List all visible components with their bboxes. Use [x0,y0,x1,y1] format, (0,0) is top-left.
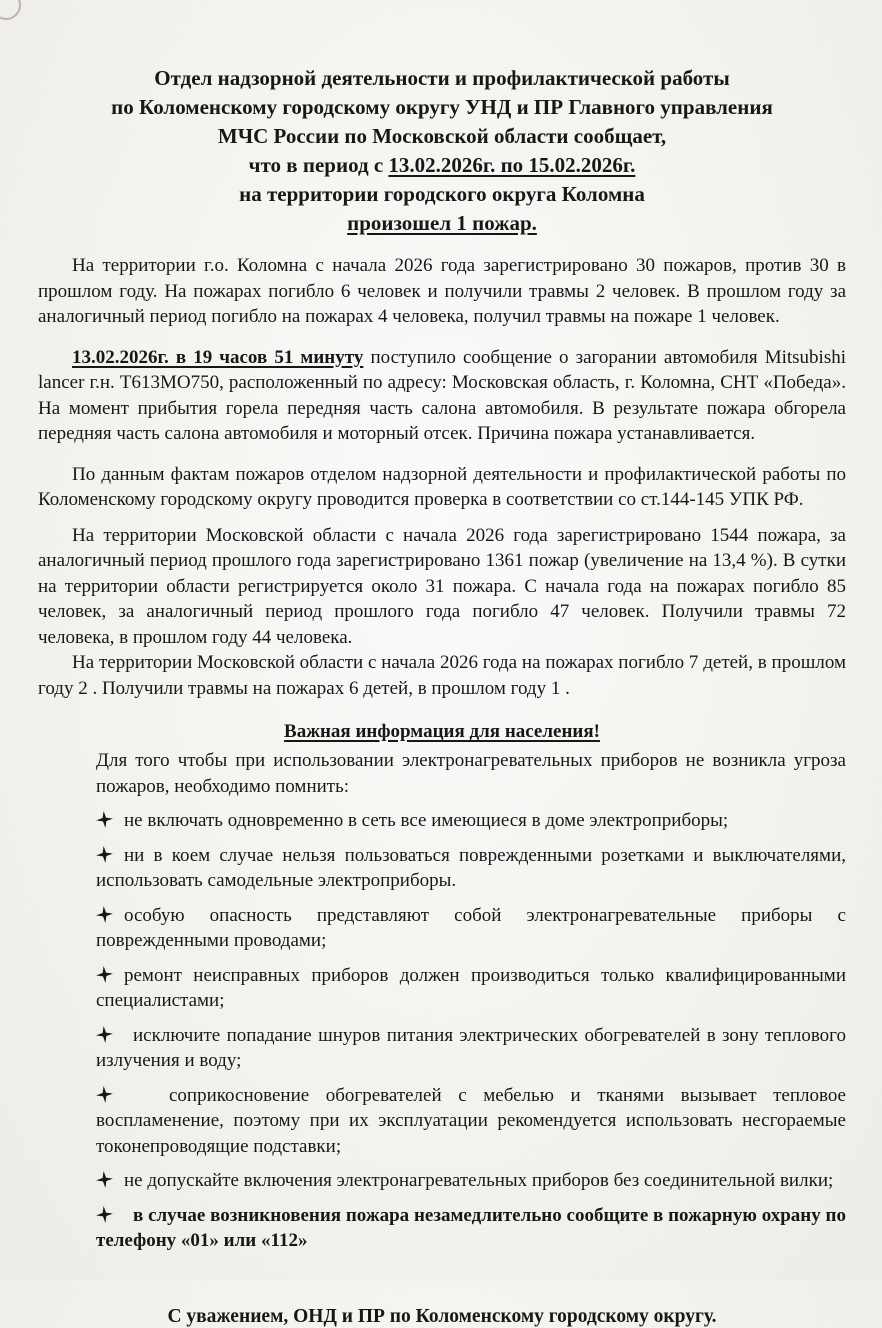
header-line-6: произошел 1 пожар. [347,211,537,235]
four-pointed-star-icon [95,1024,114,1045]
info-section-heading: Важная информация для населения! [284,721,600,742]
paragraph-local-stats: На территории г.о. Коломна с начала 2026 года зарегистрировано 30 пожаров, против 30 в прошлом году. На пожарах погибло 6 человек и получили травмы 2 человек. В прошлом году за аналогичный период погибло на пожарах 4 человека, получил травмы на пожаре 1 человек. [38,255,846,327]
scan-corner-mark-icon [0,0,21,20]
signature-line: С уважением, ОНД и ПР по Коломенскому городскому округу. [167,1305,717,1327]
safety-tip-text: в случае возникновения пожара незамедлительно сообщите в пожарную охрану по телефону «01» или «112» [96,1204,846,1251]
header-line-1: Отдел надзорной деятельности и профилактической работы [154,66,730,90]
safety-tip-text: особую опасность представляют собой электронагревательные приборы с поврежденными проводами; [96,904,846,951]
safety-tip-text: не включать одновременно в сеть все имеющиеся в доме электроприборы; [124,810,729,831]
safety-tip-item [96,963,846,1014]
header-line-2: по Коломенскому городскому округу УНД и ПР Главного управления [111,95,773,119]
safety-tip-text: исключите попадание шнуров питания электрических обогревателей в зону теплового излучения и воду; [96,1024,846,1071]
four-pointed-star-icon [95,904,114,925]
info-intro: Для того чтобы при использовании электронагревательных приборов не возникла угроза пожаров, необходимо помнить: [96,750,846,797]
safety-tip-item-emergency-call [96,1203,846,1254]
safety-tip-text: соприкосновение обогревателей с мебелью и тканями вызывает тепловое воспламенение, поэтому при их эксплуатации рекомендуется использовать несгораемые токонепроводящие подставки; [96,1084,846,1157]
header-period-prefix: что в период с [248,153,389,177]
safety-tip-item [96,1023,846,1074]
safety-tip-item [96,903,846,954]
document-header [92,64,792,238]
header-line-4 [92,151,792,180]
header-period-dates: 13.02.2026г. по 15.02.2026г. [388,153,636,177]
header-line-5: на территории городского округа Коломна [239,182,645,206]
header-line-3: МЧС России по Московской области сообщает, [217,124,667,148]
safety-tip-item [96,1168,846,1194]
safety-tip-text: ремонт неисправных приборов должен производиться только квалифицированными специалистами; [96,964,846,1011]
safety-tip-item [96,843,846,894]
paragraph-fire-incident [38,345,846,447]
safety-tip-text: не допускайте включения электронагревательных приборов без соединительной вилки; [124,1170,834,1191]
incident-description: поступило сообщение о загорании автомобиля Mitsubishi lancer г.н. Т613МО750, расположенный по адресу: Московская область, г. Коломна, СНТ «Победа». На момент прибытия горела передняя часть салона автомобиля. В результате пожара обгорела передняя часть салона автомобиля и моторный отсек. Причина пожара устанавливается. [38,346,846,444]
paragraph-children-stats: На территории Московской области с начала 2026 года на пожарах погибло 7 детей, в прошлом году 2 . Получили травмы на пожарах 6 детей, в прошлом году 1 . [38,652,846,699]
paragraph-region-stats: На территории Московской области с начала 2026 года зарегистрировано 1544 пожара, за аналогичный период прошлого года зарегистрировано 1361 пожар (увеличение на 13,4 %). В сутки на территории области регистрируется около 31 пожара. С начала года на пожарах погибло 85 человек, за аналогичный период прошлого года погибло 47 человек. Получили травмы 72 человека, в прошлом году 44 человека. [38,524,846,648]
four-pointed-star-icon [95,1169,114,1190]
four-pointed-star-icon [95,809,114,830]
safety-tip-item [96,808,846,834]
paragraph-investigation: По данным фактам пожаров отделом надзорной деятельности и профилактической работы по Коломенскому городскому округу проводится проверка в соответствии со ст.144-145 УПК РФ. [38,463,846,510]
four-pointed-star-icon [95,964,114,985]
four-pointed-star-icon [95,1084,114,1105]
incident-datetime: 13.02.2026г. в 19 часов 51 минуту [72,346,364,368]
safety-tip-text: ни в коем случае нельзя пользоваться поврежденными розетками и выключателями, использовать самодельные электроприборы. [96,844,846,891]
four-pointed-star-icon [95,1204,114,1225]
safety-tip-item [96,1083,846,1160]
four-pointed-star-icon [95,844,114,865]
info-section [96,748,846,1254]
